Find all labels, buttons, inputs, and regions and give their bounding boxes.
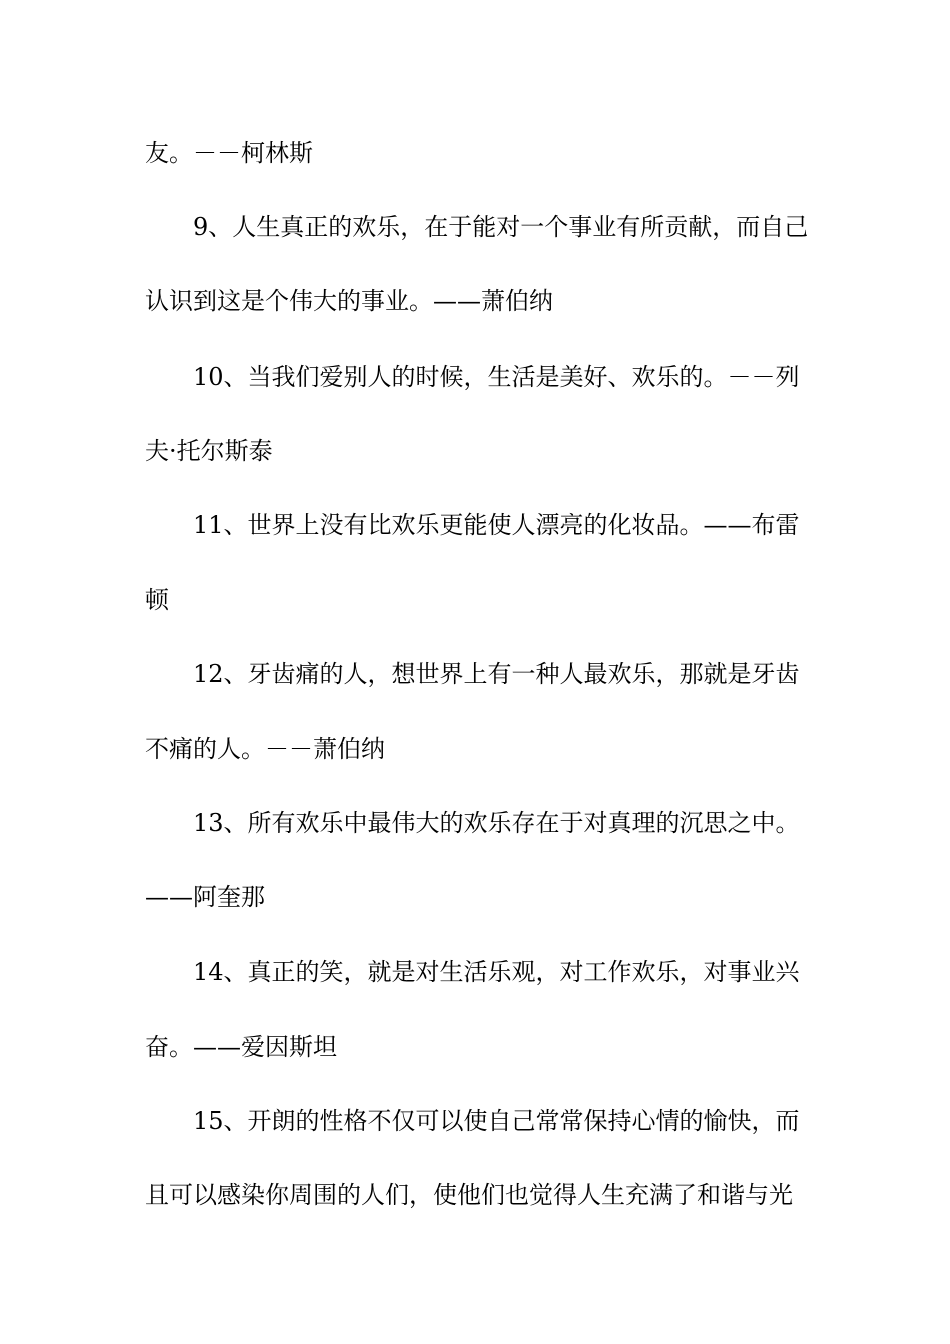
quote-10-line-1: 10、当我们爱别人的时候，生活是美好、欢乐的。－－列	[193, 363, 800, 391]
quote-13-line-1: 13、所有欢乐中最伟大的欢乐存在于对真理的沉思之中。	[193, 809, 800, 837]
quote-12-line-1: 12、牙齿痛的人，想世界上有一种人最欢乐，那就是牙齿	[193, 660, 800, 688]
quote-13-line-2: ——阿奎那	[145, 883, 265, 911]
quote-9-line-2: 认识到这是个伟大的事业。——萧伯纳	[145, 287, 553, 315]
quote-11-line-2: 顿	[145, 586, 169, 614]
quote-11-line-1: 11、世界上没有比欢乐更能使人漂亮的化妆品。——布雷	[193, 511, 800, 539]
quote-9-line-1: 9、人生真正的欢乐，在于能对一个事业有所贡献，而自己	[193, 213, 809, 241]
quote-12-line-2: 不痛的人。－－萧伯纳	[145, 735, 385, 763]
quote-15-line-2: 且可以感染你周围的人们，使他们也觉得人生充满了和谐与光	[145, 1181, 793, 1209]
quote-14-line-2: 奋。——爱因斯坦	[145, 1033, 337, 1061]
text-line: 友。－－柯林斯	[145, 139, 313, 167]
quote-10-line-2: 夫·托尔斯泰	[145, 437, 273, 465]
quote-15-line-1: 15、开朗的性格不仅可以使自己常常保持心情的愉快，而	[193, 1107, 800, 1135]
quote-14-line-1: 14、真正的笑，就是对生活乐观，对工作欢乐，对事业兴	[193, 958, 800, 986]
